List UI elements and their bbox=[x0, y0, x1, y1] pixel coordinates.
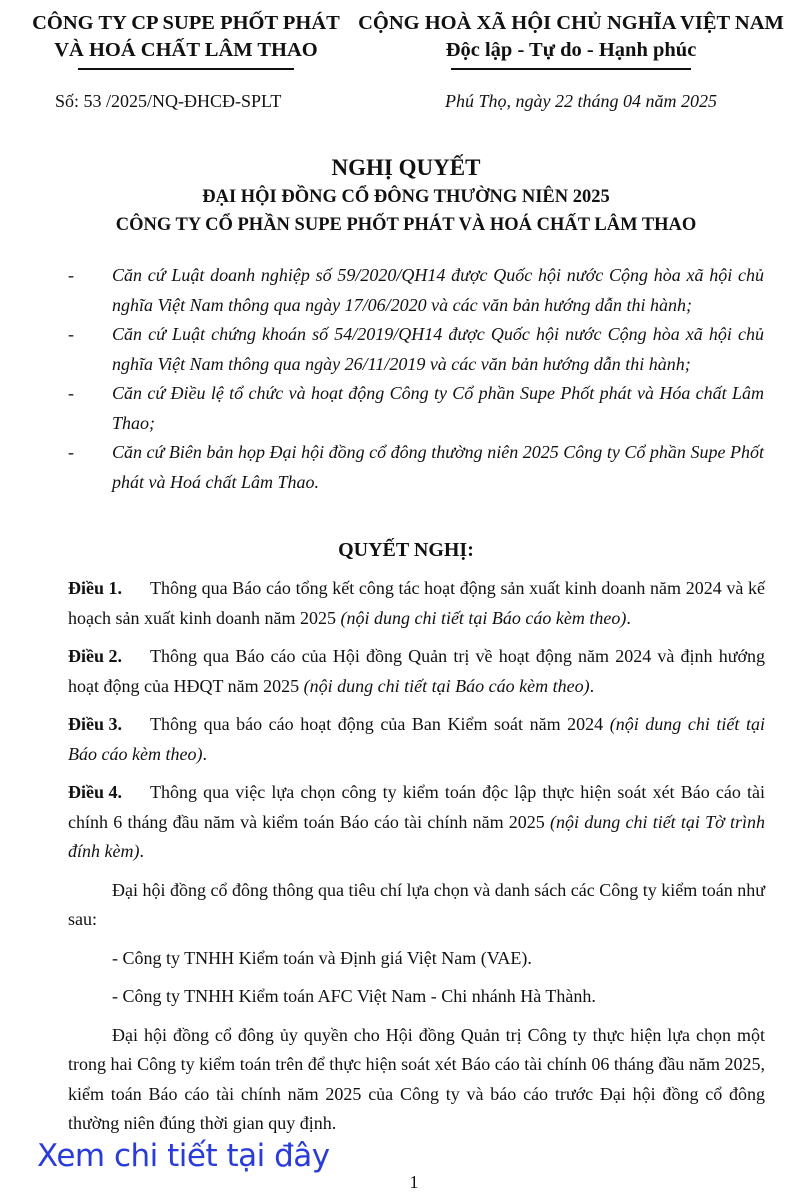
nation-header bbox=[336, 10, 806, 70]
article-label: Điều 1. bbox=[68, 578, 122, 598]
document-title bbox=[0, 153, 812, 239]
article-end: . bbox=[626, 607, 631, 628]
company-name-line2: VÀ HOÁ CHẤT LÂM THAO bbox=[54, 39, 318, 61]
article-end: . bbox=[202, 743, 207, 764]
authorization-paragraph: Đại hội đồng cổ đông ủy quyền cho Hội đồng Quản trị Công ty thực hiện lựa chọn một trong hai Công ty kiểm toán trên để thực hiện soát xét Báo cáo tài chính 06 tháng đầu năm 2025, kiểm toán Báo cáo tài chính năm 2025 của Công ty và báo cáo trước Đại hội đồng cổ đông thường niên đúng thời gian quy định. bbox=[68, 1024, 765, 1133]
article-note: (nội dung chi tiết tại Báo cáo kèm theo) bbox=[68, 714, 765, 764]
company-underline bbox=[78, 68, 294, 70]
title-sub-2: CÔNG TY CỔ PHẦN SUPE PHỐT PHÁT VÀ HOÁ CHẤT LÂM THAO bbox=[115, 215, 697, 235]
legal-basis-item bbox=[0, 438, 812, 497]
title-sub-1: ĐẠI HỘI ĐỒNG CỔ ĐÔNG THƯỜNG NIÊN 2025 bbox=[202, 187, 610, 207]
list-dash: - bbox=[68, 442, 74, 462]
legal-basis-text: Căn cứ Biên bản họp Đại hội đồng cổ đông thường niên 2025 Công ty Cổ phần Supe Phốt phát và Hoá chất Lâm Thao. bbox=[112, 442, 764, 492]
legal-basis-item bbox=[0, 320, 812, 379]
document-date: Phú Thọ, ngày 22 tháng 04 năm 2025 bbox=[445, 91, 717, 111]
decision-heading: QUYẾT NGHỊ: bbox=[338, 539, 474, 561]
auditor-item: - Công ty TNHH Kiểm toán AFC Việt Nam - Chi nhánh Hà Thành. bbox=[112, 986, 596, 1006]
legal-basis-item bbox=[0, 261, 812, 320]
list-dash: - bbox=[68, 324, 74, 344]
view-details-link[interactable]: Xem chi tiết tại đây bbox=[37, 1138, 330, 1174]
article-end: . bbox=[589, 675, 595, 696]
article-2 bbox=[68, 642, 765, 701]
article-note: (nội dung chi tiết tại Tờ trình đính kèm) bbox=[68, 811, 765, 861]
article-text: Thông qua Báo cáo của Hội đồng Quản trị về hoạt động năm 2024 và định hướng hoạt động của HĐQT năm 2025 bbox=[68, 646, 765, 696]
article-text: Thông qua Báo cáo tổng kết công tác hoạt động sản xuất kinh doanh năm 2024 và kế hoạch sản xuất kinh doanh năm 2025 bbox=[68, 578, 765, 628]
legal-basis-item bbox=[0, 379, 812, 438]
article-note: (nội dung chi tiết tại Báo cáo kèm theo) bbox=[340, 607, 627, 628]
auditor-item: - Công ty TNHH Kiểm toán và Định giá Việt Nam (VAE). bbox=[112, 947, 532, 968]
title-main: NGHỊ QUYẾT bbox=[331, 155, 481, 180]
page-number: 1 bbox=[409, 1172, 419, 1192]
article-label: Điều 2. bbox=[68, 646, 122, 666]
document-number: Số: 53 /2025/NQ-ĐHCĐ-SPLT bbox=[55, 91, 282, 111]
article-note: (nội dung chi tiết tại Báo cáo kèm theo) bbox=[303, 675, 590, 696]
company-header bbox=[28, 10, 344, 70]
article-label: Điều 4. bbox=[68, 782, 122, 802]
legal-basis-text: Căn cứ Luật doanh nghiệp số 59/2020/QH14 được Quốc hội nước Cộng hòa xã hội chủ nghĩa Việt Nam thông qua ngày 17/06/2020 và các văn bản hướng dẫn thi hành; bbox=[112, 265, 764, 315]
article-label: Điều 3. bbox=[68, 714, 122, 734]
legal-bases-list bbox=[0, 261, 812, 497]
list-dash: - bbox=[68, 383, 74, 403]
company-name-line1: CÔNG TY CP SUPE PHỐT PHÁT bbox=[32, 12, 340, 34]
criteria-paragraph: Đại hội đồng cổ đông thông qua tiêu chí lựa chọn và danh sách các Công ty kiểm toán như sau: bbox=[68, 879, 765, 929]
article-3 bbox=[68, 710, 765, 769]
article-4 bbox=[68, 778, 765, 867]
article-text: Thông qua báo cáo hoạt động của Ban Kiểm soát năm 2024 bbox=[150, 714, 610, 734]
article-1 bbox=[68, 574, 765, 633]
legal-basis-text: Căn cứ Luật chứng khoán số 54/2019/QH14 được Quốc hội nước Cộng hòa xã hội chủ nghĩa Việt Nam thông qua ngày 26/11/2019 và các văn bản hướng dẫn thi hành; bbox=[112, 324, 764, 374]
nation-name: CỘNG HOÀ XÃ HỘI CHỦ NGHĨA VIỆT NAM bbox=[358, 12, 784, 34]
legal-basis-text: Căn cứ Điều lệ tổ chức và hoạt động Công ty Cổ phần Supe Phốt phát và Hóa chất Lâm Thao; bbox=[112, 383, 764, 433]
list-dash: - bbox=[68, 265, 74, 285]
article-end: . bbox=[139, 841, 144, 861]
motto-underline bbox=[451, 68, 691, 70]
article-text: Thông qua việc lựa chọn công ty kiểm toán độc lập thực hiện soát xét Báo cáo tài chính 6 tháng đầu năm và kiểm toán Báo cáo tài chính năm 2025 bbox=[68, 782, 765, 832]
nation-motto: Độc lập - Tự do - Hạnh phúc bbox=[445, 39, 697, 61]
resolution-body bbox=[68, 574, 765, 1148]
